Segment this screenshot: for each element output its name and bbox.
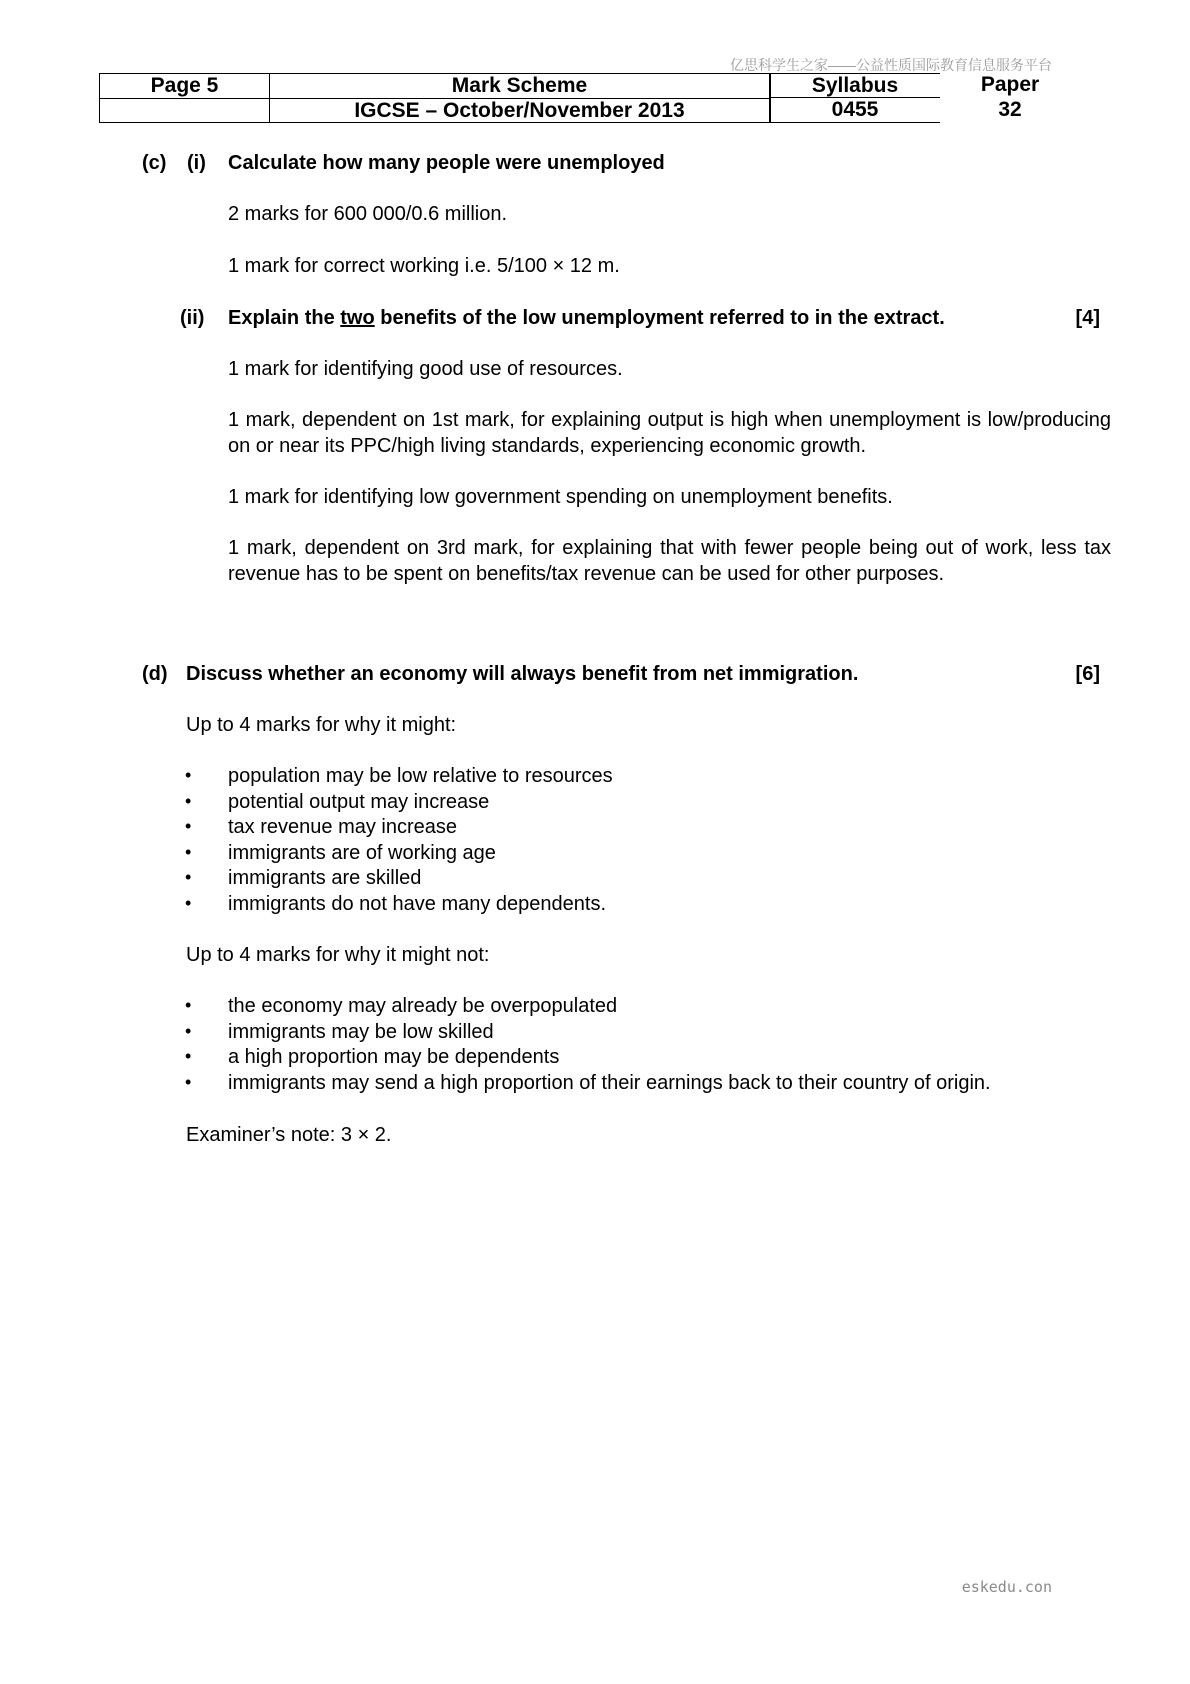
part-ii-paragraph-1: 1 mark for identifying good use of resources.	[228, 358, 623, 380]
section-c-label: (c)	[142, 152, 167, 174]
part-i-label: (i)	[187, 152, 206, 174]
bullet-icon: •	[185, 1021, 192, 1041]
header-syllabus: 0455	[770, 98, 940, 123]
list-item: immigrants are of working age	[228, 842, 496, 864]
list-item: population may be low relative to resources	[228, 765, 613, 787]
bullet-icon: •	[185, 893, 192, 913]
list-item: immigrants may send a high proportion of their earnings back to their country of origin.	[228, 1072, 991, 1094]
examiner-note: Examiner’s note: 3 × 2.	[186, 1124, 392, 1146]
watermark-bottom: eskedu.con	[961, 1578, 1052, 1596]
list-item: immigrants may be low skilled	[228, 1021, 494, 1043]
header-divider	[770, 73, 771, 123]
bullet-icon: •	[185, 816, 192, 836]
might-intro: Up to 4 marks for why it might:	[186, 714, 457, 736]
list-item: immigrants are skilled	[228, 867, 422, 889]
bullet-icon: •	[185, 867, 192, 887]
list-item: immigrants do not have many dependents.	[228, 893, 606, 915]
part-ii-paragraph-4: 1 mark, dependent on 3rd mark, for explaining that with fewer people being out of work, less tax revenue has to be spent on benefits/tax revenue can be used for other purposes.	[228, 537, 1111, 585]
header-paper: 32	[998, 98, 1022, 121]
part-ii-paragraph-3: 1 mark for identifying low government spending on unemployment benefits.	[228, 486, 893, 508]
bullet-icon: •	[185, 765, 192, 785]
header-syllabus-label: Syllabus	[770, 73, 940, 98]
header-page-empty-cell	[99, 98, 270, 123]
part-ii-paragraph-2: 1 mark, dependent on 1st mark, for explaining output is high when unemployment is low/producing on or near its PPC/high living standards, experiencing economic growth.	[228, 409, 1111, 457]
watermark-top: 亿思科学生之家——公益性质国际教育信息服务平台	[730, 57, 1052, 73]
part-ii-marks: [4]	[1075, 307, 1100, 329]
header-paper-label: Paper	[980, 73, 1040, 96]
bullet-icon: •	[185, 995, 192, 1015]
section-d-question: Discuss whether an economy will always benefit from net immigration.	[186, 663, 859, 685]
bullet-icon: •	[185, 1072, 192, 1092]
header-title: Mark Scheme	[270, 73, 770, 98]
part-i-line-2: 1 mark for correct working i.e. 5/100 × 12 m.	[228, 255, 620, 277]
list-item: a high proportion may be dependents	[228, 1046, 560, 1068]
list-item: the economy may already be overpopulated	[228, 995, 618, 1017]
part-ii-question: Explain the two benefits of the low unemployment referred to in the extract.	[228, 307, 945, 329]
underlined-word: two	[340, 307, 375, 329]
list-item: tax revenue may increase	[228, 816, 458, 838]
list-item: potential output may increase	[228, 791, 490, 813]
part-ii-label: (ii)	[180, 307, 205, 329]
header-page: Page 5	[99, 73, 270, 98]
might-not-intro: Up to 4 marks for why it might not:	[186, 944, 490, 966]
part-i-line-1: 2 marks for 600 000/0.6 million.	[228, 203, 508, 225]
header-subtitle: IGCSE – October/November 2013	[270, 98, 770, 123]
part-i-question: Calculate how many people were unemployed	[228, 152, 665, 174]
section-d-label: (d)	[142, 663, 168, 685]
bullet-icon: •	[185, 791, 192, 811]
bullet-icon: •	[185, 1046, 192, 1066]
bullet-icon: •	[185, 842, 192, 862]
section-d-marks: [6]	[1075, 663, 1100, 685]
